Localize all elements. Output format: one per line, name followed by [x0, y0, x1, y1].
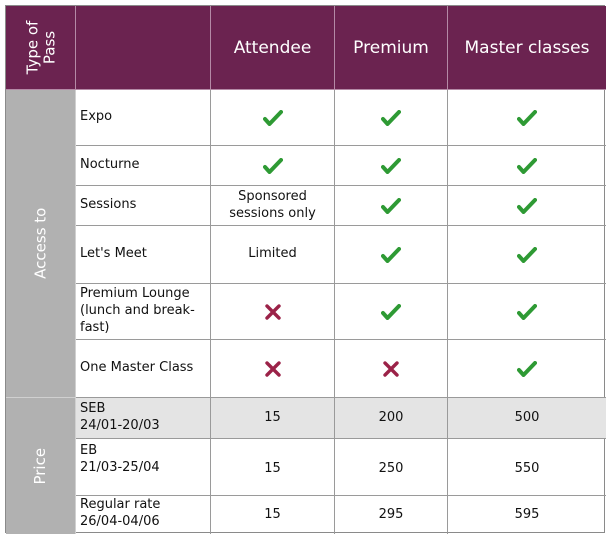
access-cell-text: Sponsored sessions only — [229, 188, 316, 221]
price-regular-premium: 295 — [335, 496, 448, 534]
column-header-master-classes: Master classes — [448, 6, 606, 90]
seb-name: SEB — [80, 401, 106, 416]
check-icon — [381, 110, 401, 126]
eb-name: EB — [80, 443, 98, 458]
row-label-sessions: Sessions — [76, 186, 211, 226]
check-icon — [381, 304, 401, 320]
check-icon — [381, 158, 401, 174]
row-label-seb — [76, 398, 211, 439]
cell-master-class-premium — [335, 340, 448, 398]
cross-icon — [382, 361, 400, 377]
cell-expo-attendee — [211, 90, 335, 146]
eb-dates: 21/03-25/04 — [80, 459, 160, 475]
check-icon — [517, 110, 537, 126]
check-icon — [517, 158, 537, 174]
cell-sessions-master — [448, 186, 606, 226]
cell-nocturne-master — [448, 146, 606, 186]
price-eb-master: 550 — [448, 439, 606, 496]
header-blank — [76, 6, 211, 90]
cell-nocturne-premium — [335, 146, 448, 186]
check-icon — [263, 110, 283, 126]
cell-sessions-premium — [335, 186, 448, 226]
access-to-text: Access to — [31, 207, 50, 280]
price-seb-attendee: 15 — [211, 398, 335, 439]
check-icon — [517, 361, 537, 377]
cell-lets-meet-attendee — [211, 226, 335, 284]
row-label-one-master-class: One Master Class — [76, 340, 211, 398]
row-label-regular-rate — [76, 496, 211, 534]
check-icon — [381, 198, 401, 214]
access-cell-text: Limited — [248, 246, 297, 262]
check-icon — [381, 247, 401, 263]
cross-icon — [264, 304, 282, 320]
column-header-premium: Premium — [335, 6, 448, 90]
cell-lounge-premium — [335, 284, 448, 340]
price-group-label — [6, 398, 76, 534]
access-to-group-label — [6, 90, 76, 398]
price-eb-premium: 250 — [335, 439, 448, 496]
cell-expo-premium — [335, 90, 448, 146]
check-icon — [517, 198, 537, 214]
price-regular-attendee: 15 — [211, 496, 335, 534]
price-seb-master: 500 — [448, 398, 606, 439]
row-label-eb — [76, 439, 211, 496]
price-seb-premium: 200 — [335, 398, 448, 439]
cell-nocturne-attendee — [211, 146, 335, 186]
price-eb-attendee: 15 — [211, 439, 335, 496]
price-regular-master: 595 — [514, 506, 540, 522]
cell-lets-meet-master — [448, 226, 606, 284]
seb-dates: 24/01-20/03 — [80, 417, 160, 433]
cell-lounge-master — [448, 284, 606, 340]
type-of-pass-header — [6, 6, 76, 90]
cell-sessions-attendee — [211, 186, 335, 226]
cell-lets-meet-premium — [335, 226, 448, 284]
row-label-nocturne: Nocturne — [76, 146, 211, 186]
cell-master-class-attendee — [211, 340, 335, 398]
check-icon — [517, 304, 537, 320]
row-label-premium-lounge: Premium Lounge (lunch and break-fast) — [76, 284, 211, 340]
check-icon — [263, 158, 283, 174]
price-text: Price — [31, 447, 50, 485]
pass-comparison-table — [5, 5, 605, 533]
type-of-pass-line-1: Type of — [23, 20, 41, 75]
row-label-lets-meet: Let's Meet — [76, 226, 211, 284]
regular-rate-name: Regular rate — [80, 497, 161, 512]
row-label-expo: Expo — [76, 90, 211, 146]
regular-rate-dates: 26/04-04/06 — [80, 513, 160, 529]
type-of-pass-line-2: Pass — [39, 30, 58, 65]
cell-lounge-attendee — [211, 284, 335, 340]
cross-icon — [264, 361, 282, 377]
check-icon — [517, 247, 537, 263]
cell-expo-master — [448, 90, 606, 146]
cell-master-class-master — [448, 340, 606, 398]
column-header-attendee: Attendee — [211, 6, 335, 90]
